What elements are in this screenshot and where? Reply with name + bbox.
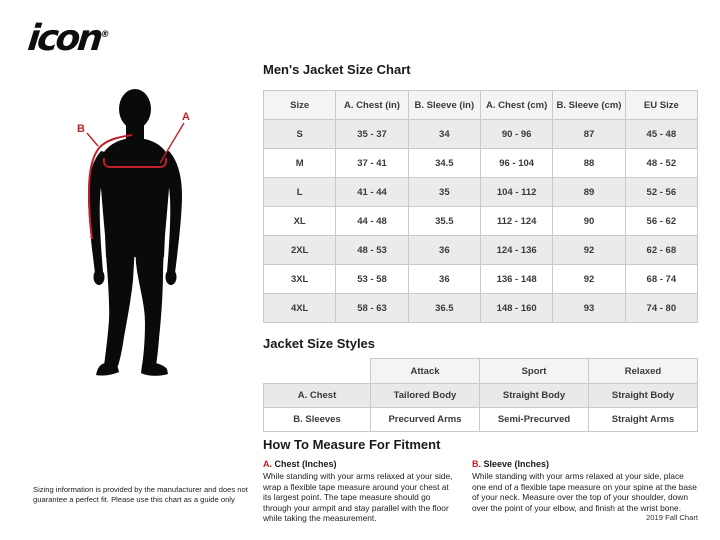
sleeve-heading — [472, 459, 700, 469]
table-cell: 37 - 41 — [336, 149, 408, 178]
column-header: B. Sleeve (in) — [408, 91, 480, 120]
table-row — [264, 207, 698, 236]
label-a: A — [182, 111, 190, 123]
column-header: EU Size — [625, 91, 697, 120]
table-cell: M — [264, 149, 336, 178]
callout-line-b — [87, 133, 98, 146]
table-cell: 88 — [553, 149, 625, 178]
sleeve-instruction-text: While standing with your arms relaxed at your side, place one end of a flexible tape measure on your spine at the base of your neck. Measure over the top of your shoulder, down over the point of your elbow, and finish at the wrist bone. — [472, 471, 697, 513]
table-cell: 87 — [553, 120, 625, 149]
table-cell: 35 — [408, 178, 480, 207]
table-cell: A. Chest — [264, 384, 371, 408]
column-header: A. Chest (in) — [336, 91, 408, 120]
table-cell: 96 - 104 — [480, 149, 552, 178]
table-cell: 74 - 80 — [625, 294, 697, 323]
body-silhouette-graphic — [50, 85, 250, 380]
chart-version-text: 2019 Fall Chart — [646, 513, 698, 522]
brand-logo — [26, 18, 111, 59]
table-row — [264, 178, 698, 207]
table-cell: 104 - 112 — [480, 178, 552, 207]
table-cell: XL — [264, 207, 336, 236]
table-cell: L — [264, 178, 336, 207]
style-chart-title: Jacket Size Styles — [263, 336, 376, 351]
column-header — [264, 359, 371, 384]
header-row — [264, 359, 698, 384]
header-row — [264, 91, 698, 120]
size-chart-title: Men's Jacket Size Chart — [263, 62, 411, 77]
table-cell: 44 - 48 — [336, 207, 408, 236]
table-cell: 93 — [553, 294, 625, 323]
table-cell: Precurved Arms — [371, 408, 480, 432]
size-chart-body — [264, 120, 698, 323]
size-chart-header — [264, 91, 698, 120]
disclaimer-text: Sizing information is provided by the manufacturer and does not guarantee a perfect fit. Please use this chart as a guide only — [33, 485, 248, 504]
table-row — [264, 236, 698, 265]
chest-instruction-text: While standing with your arms relaxed at your side, wrap a flexible tape measure around your chest at its largest point. The tape measure should go through your armpit and stay parallel with the floor while taking the measurement. — [263, 471, 453, 524]
style-chart-body — [264, 384, 698, 432]
table-cell: 45 - 48 — [625, 120, 697, 149]
table-cell: 112 - 124 — [480, 207, 552, 236]
chest-heading-label: Chest (Inches) — [272, 459, 337, 469]
table-cell: 2XL — [264, 236, 336, 265]
table-cell: 53 - 58 — [336, 265, 408, 294]
table-cell: 92 — [553, 236, 625, 265]
table-row — [264, 384, 698, 408]
column-header: Relaxed — [589, 359, 698, 384]
table-row — [264, 149, 698, 178]
table-cell: 34.5 — [408, 149, 480, 178]
table-cell: Straight Body — [589, 384, 698, 408]
table-cell: 136 - 148 — [480, 265, 552, 294]
table-row — [264, 265, 698, 294]
table-cell: 68 - 74 — [625, 265, 697, 294]
table-cell: 90 — [553, 207, 625, 236]
chest-heading — [263, 459, 459, 469]
brand-logo-text: icon — [25, 18, 103, 59]
table-cell: 3XL — [264, 265, 336, 294]
table-cell: 90 - 96 — [480, 120, 552, 149]
table-cell: Tailored Body — [371, 384, 480, 408]
label-b: B — [77, 123, 85, 135]
column-header: Size — [264, 91, 336, 120]
table-cell: 56 - 62 — [625, 207, 697, 236]
table-cell: Straight Body — [480, 384, 589, 408]
table-cell: 48 - 52 — [625, 149, 697, 178]
table-cell: Semi-Precurved — [480, 408, 589, 432]
style-chart-table — [263, 358, 698, 432]
chest-heading-prefix: A. — [263, 459, 272, 469]
table-cell: 148 - 160 — [480, 294, 552, 323]
sleeve-heading-prefix: B. — [472, 459, 481, 469]
table-cell: 36.5 — [408, 294, 480, 323]
table-cell: 36 — [408, 236, 480, 265]
table-cell: S — [264, 120, 336, 149]
table-row — [264, 294, 698, 323]
table-cell: 35 - 37 — [336, 120, 408, 149]
chest-instructions — [263, 459, 459, 524]
column-header: Sport — [480, 359, 589, 384]
table-cell: 89 — [553, 178, 625, 207]
table-cell: 41 - 44 — [336, 178, 408, 207]
body-silhouette — [88, 89, 182, 376]
column-header: A. Chest (cm) — [480, 91, 552, 120]
table-cell: 36 — [408, 265, 480, 294]
table-cell: 52 - 56 — [625, 178, 697, 207]
column-header: Attack — [371, 359, 480, 384]
table-row — [264, 120, 698, 149]
style-chart-header — [264, 359, 698, 384]
measure-section-title: How To Measure For Fitment — [263, 437, 441, 452]
sleeve-heading-label: Sleeve (Inches) — [481, 459, 550, 469]
table-cell: 92 — [553, 265, 625, 294]
column-header: B. Sleeve (cm) — [553, 91, 625, 120]
measurement-figure — [50, 85, 250, 380]
registered-trademark: ® — [99, 30, 110, 40]
table-cell: 34 — [408, 120, 480, 149]
table-cell: 48 - 53 — [336, 236, 408, 265]
table-cell: 35.5 — [408, 207, 480, 236]
table-cell: 4XL — [264, 294, 336, 323]
table-cell: 58 - 63 — [336, 294, 408, 323]
table-cell: B. Sleeves — [264, 408, 371, 432]
table-cell: 62 - 68 — [625, 236, 697, 265]
size-chart-table — [263, 90, 698, 323]
table-cell: 124 - 136 — [480, 236, 552, 265]
table-row — [264, 408, 698, 432]
table-cell: Straight Arms — [589, 408, 698, 432]
